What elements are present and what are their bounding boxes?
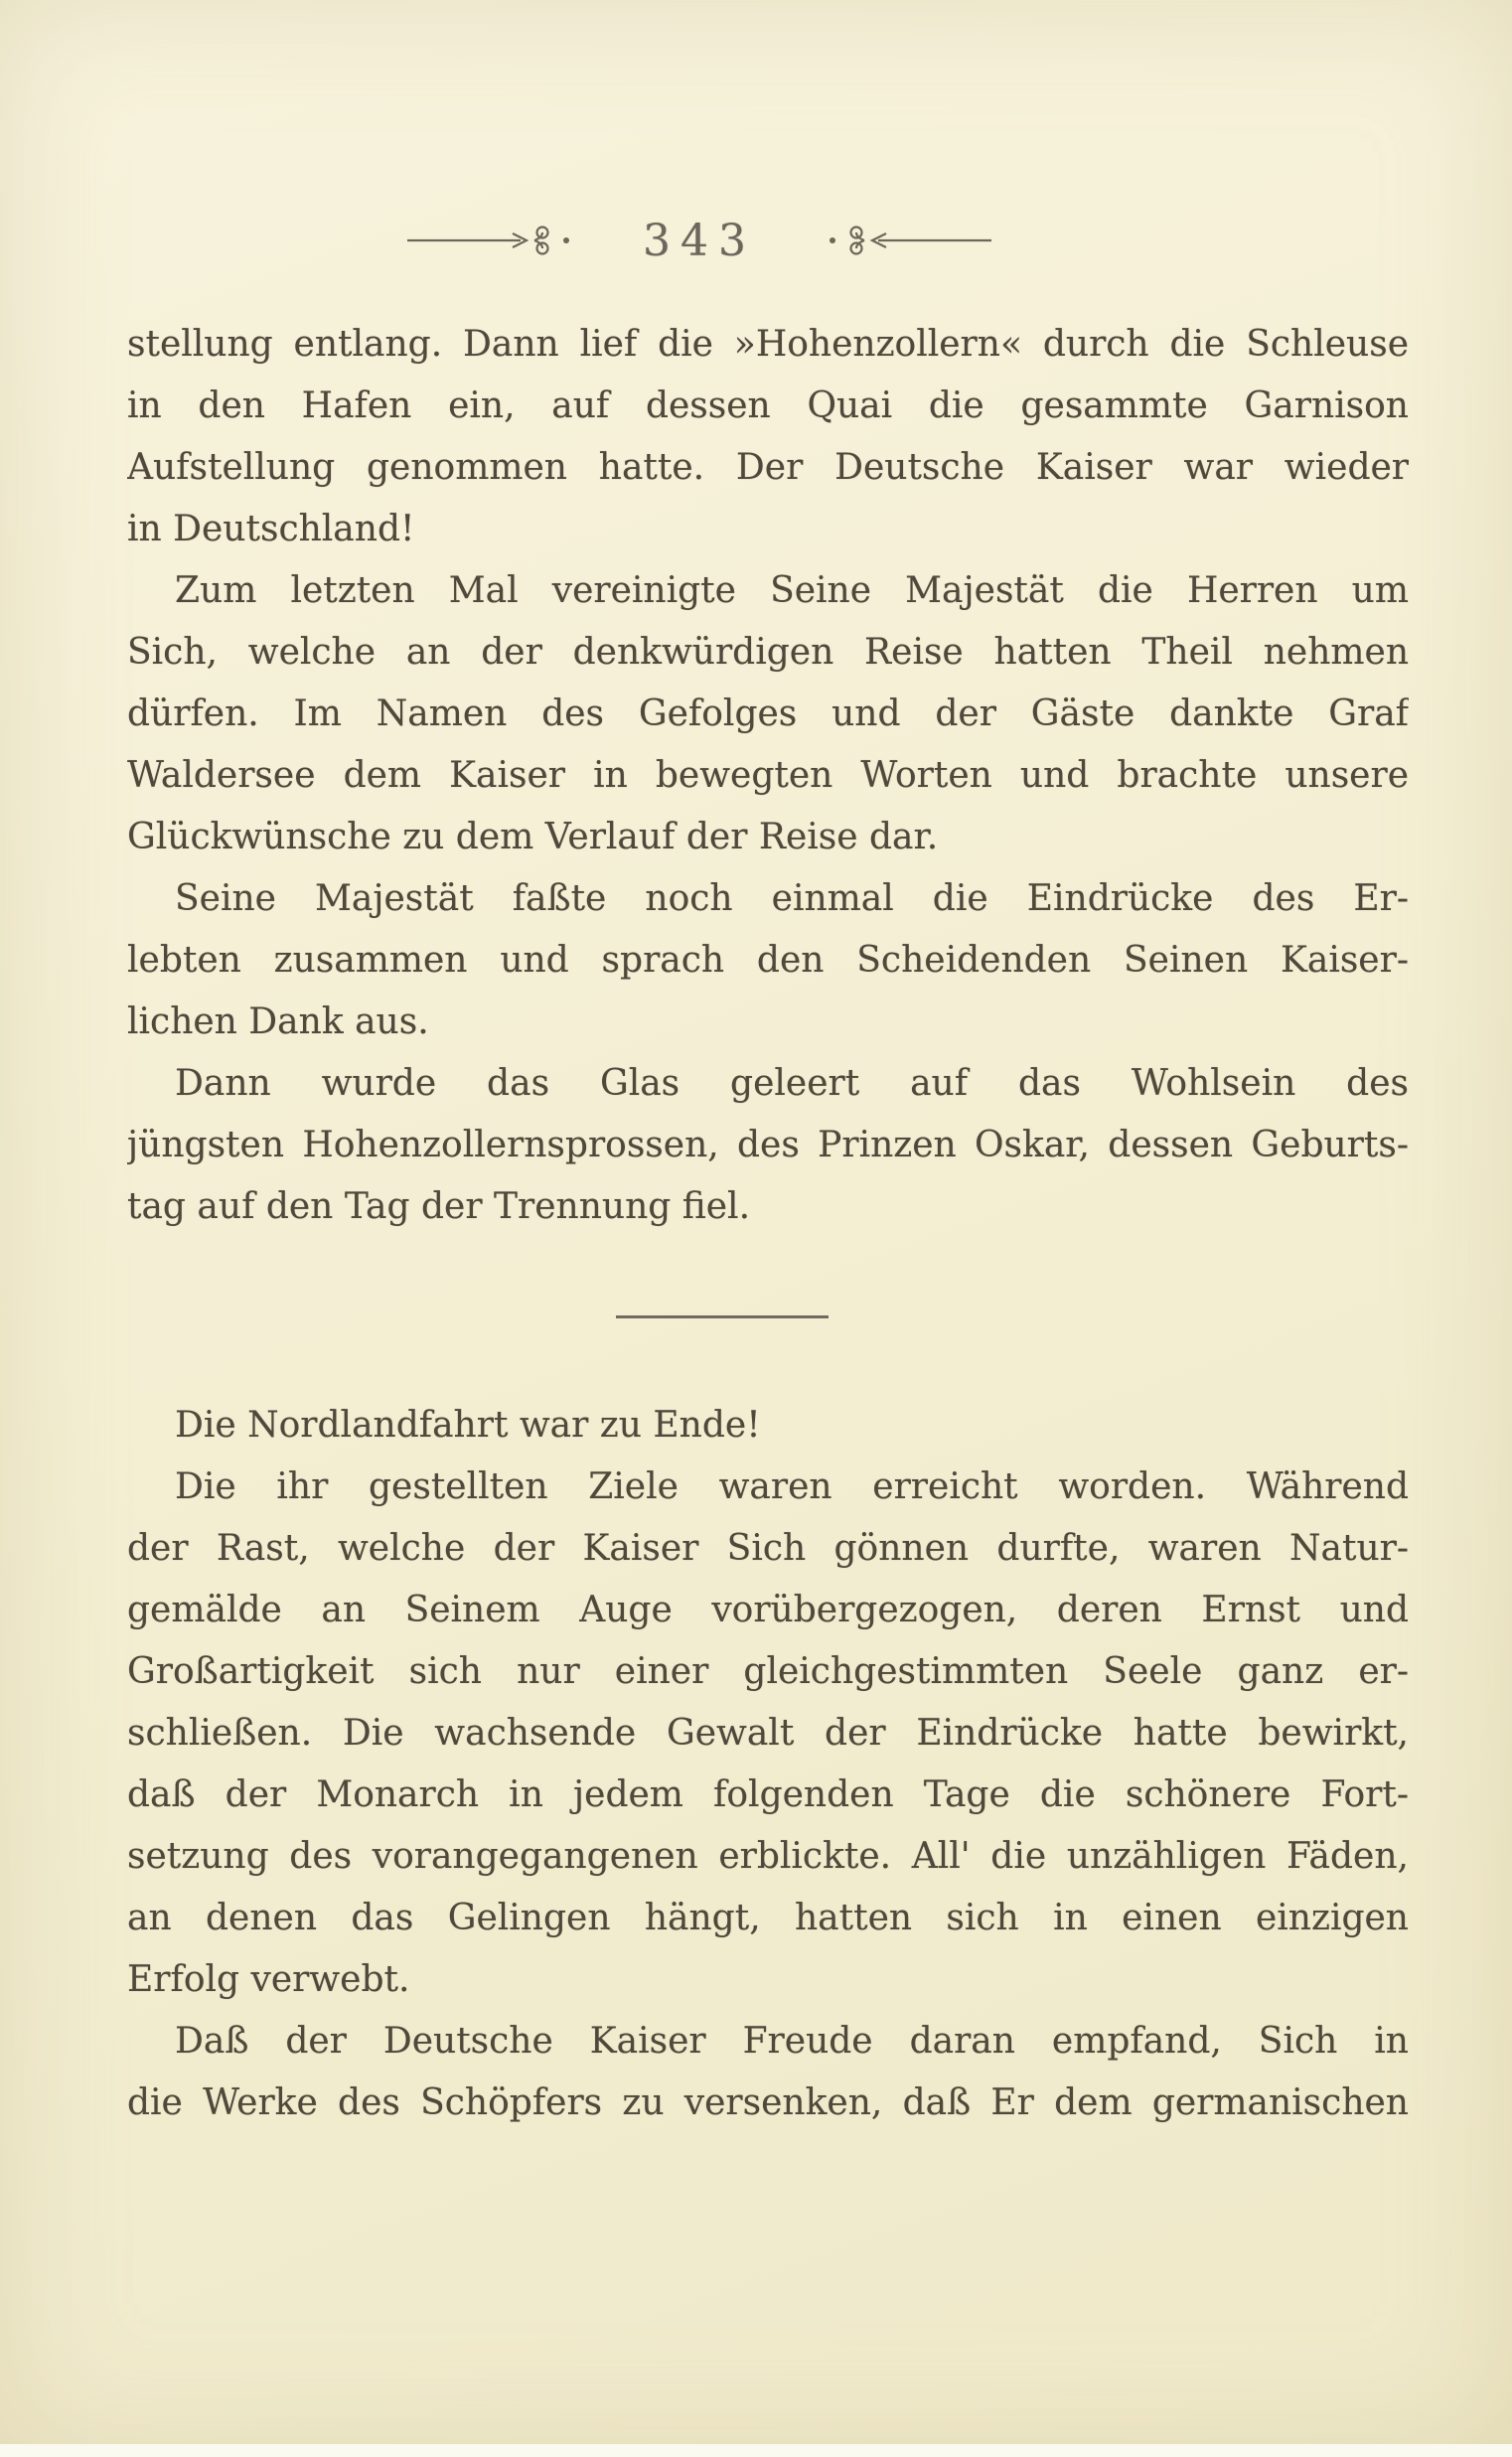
text-line: daß der Monarch in jedem folgenden Tage die schönere Fort-: [127, 1774, 1409, 1815]
text-line: Großartigkeit sich nur einer gleichgestimmten Seele ganz er-: [127, 1651, 1409, 1692]
header-ornament-right-icon: [819, 223, 993, 258]
running-head: [405, 213, 993, 268]
text-line: Aufstellung genommen hatte. Der Deutsche Kaiser war wieder: [127, 447, 1409, 488]
paragraph: [127, 1053, 1409, 1238]
text-line: Daß der Deutsche Kaiser Freude daran empfand, Sich in: [175, 2021, 1409, 2062]
text-line: Die ihr gestellten Ziele waren erreicht worden. Während: [175, 1466, 1409, 1507]
text-line: Glückwünsche zu dem Verlauf der Reise dar.: [127, 817, 939, 857]
scan-edge-bottom: [0, 2444, 1512, 2457]
text-line: lebten zusammen und sprach den Scheidenden Seinen Kaiser-: [127, 940, 1409, 981]
header-ornament-left-icon: [405, 223, 580, 258]
text-line: lichen Dank aus.: [127, 1001, 429, 1042]
separator-rule: [616, 1315, 829, 1318]
paragraph: [127, 314, 1409, 560]
text-line: Seine Majestät faßte noch einmal die Eindrücke des Er-: [175, 878, 1409, 919]
text-line: in Deutschland!: [127, 509, 415, 549]
text-line: dürfen. Im Namen des Gefolges und der Gäste dankte Graf: [127, 693, 1409, 734]
paragraph: [127, 868, 1409, 1053]
text-line: Sich, welche an der denkwürdigen Reise hatten Theil nehmen: [127, 632, 1409, 673]
text-line: Dann wurde das Glas geleert auf das Wohlsein des: [175, 1063, 1409, 1104]
text-line: die Werke des Schöpfers zu versenken, daß Er dem germanischen: [127, 2082, 1409, 2123]
text-line: der Rast, welche der Kaiser Sich gönnen durfte, waren Natur-: [127, 1528, 1409, 1569]
paragraph: [127, 1457, 1409, 2011]
text-line: Die Nordlandfahrt war zu Ende!: [175, 1405, 761, 1446]
text-line: schließen. Die wachsende Gewalt der Eindrücke hatte bewirkt,: [127, 1713, 1409, 1754]
page-body: [127, 314, 1409, 2134]
text-line: tag auf den Tag der Trennung fiel.: [127, 1186, 751, 1227]
text-line: jüngsten Hohenzollernsprossen, des Prinzen Oskar, dessen Geburts-: [127, 1125, 1409, 1165]
page-number: 343: [643, 215, 756, 266]
text-line: an denen das Gelingen hängt, hatten sich in einen einzigen: [127, 1898, 1409, 1938]
text-line: in den Hafen ein, auf dessen Quai die gesammte Garnison: [127, 385, 1409, 426]
text-line: Erfolg verwebt.: [127, 1959, 410, 2000]
paragraph: [127, 2011, 1409, 2134]
text-line: stellung entlang. Dann lief die »Hohenzollern« durch die Schleuse: [127, 324, 1409, 365]
text-line: gemälde an Seinem Auge vorübergezogen, deren Ernst und: [127, 1590, 1409, 1630]
text-line: Waldersee dem Kaiser in bewegten Worten und brachte unsere: [127, 755, 1409, 796]
paragraph: [127, 1395, 1409, 1457]
text-line: setzung des vorangegangenen erblickte. All' die unzähligen Fäden,: [127, 1836, 1409, 1877]
paragraph: [127, 560, 1409, 868]
section-separator: [127, 1238, 1409, 1395]
text-line: Zum letzten Mal vereinigte Seine Majestät die Herren um: [175, 570, 1409, 611]
